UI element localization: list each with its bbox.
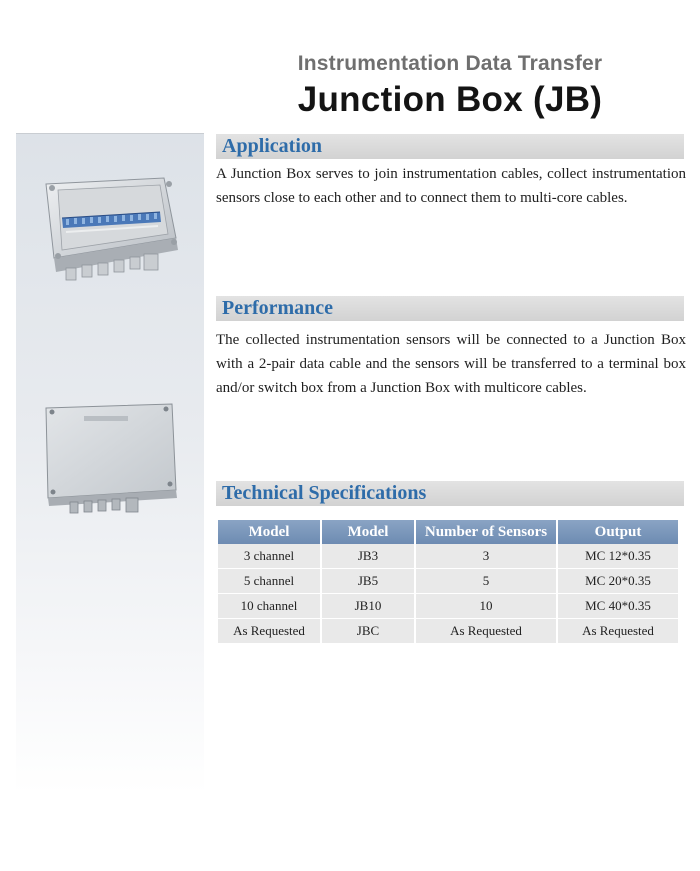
page-title: Junction Box (JB) [297, 80, 603, 119]
table-row [218, 569, 678, 594]
table-cell: As Requested [558, 619, 678, 644]
table-cell: 5 [416, 569, 556, 594]
header-number-of-sensors: Number of Sensors [416, 520, 556, 544]
table-cell: MC 40*0.35 [558, 594, 678, 619]
table-cell: JB5 [322, 569, 414, 594]
table-cell: 10 channel [218, 594, 320, 619]
table-row [218, 594, 678, 619]
performance-text: The collected instrumentation sensors will be connected to a Junction Box with a 2-pair data cable and the sensors will be transferred to a terminal box and/or switch box from a Junction Box with multicore cables. [216, 332, 686, 396]
section-heading-specs: Technical Specifications [222, 482, 427, 504]
table-cell: 10 [416, 594, 556, 619]
table-cell: 3 channel [218, 544, 320, 569]
section-bar-application [216, 134, 684, 159]
section-heading-application: Application [222, 135, 323, 157]
specs-table [216, 520, 680, 644]
table-cell: 3 [416, 544, 556, 569]
table-cell: As Requested [218, 619, 320, 644]
junction-box-open-photo [36, 176, 186, 294]
table-cell: MC 12*0.35 [558, 544, 678, 569]
section-heading-performance: Performance [222, 297, 334, 319]
specs-header-row [218, 520, 678, 544]
page-subtitle: Instrumentation Data Transfer [297, 52, 603, 75]
section-bar-specs [216, 481, 684, 506]
table-cell: JB10 [322, 594, 414, 619]
table-cell: 5 channel [218, 569, 320, 594]
table-cell: As Requested [416, 619, 556, 644]
header-model-code: Model [322, 520, 414, 544]
table-row [218, 619, 678, 644]
application-text: A Junction Box serves to join instrumentation cables, collect instrumentation sensors close to each other and to connect them to multi-core cables. [216, 166, 686, 206]
table-cell: MC 20*0.35 [558, 569, 678, 594]
header-output: Output [558, 520, 678, 544]
table-cell: JB3 [322, 544, 414, 569]
junction-box-closed-photo [40, 402, 186, 520]
section-bar-performance [216, 296, 684, 321]
table-row [218, 544, 678, 569]
header-model: Model [218, 520, 320, 544]
table-cell: JBC [322, 619, 414, 644]
